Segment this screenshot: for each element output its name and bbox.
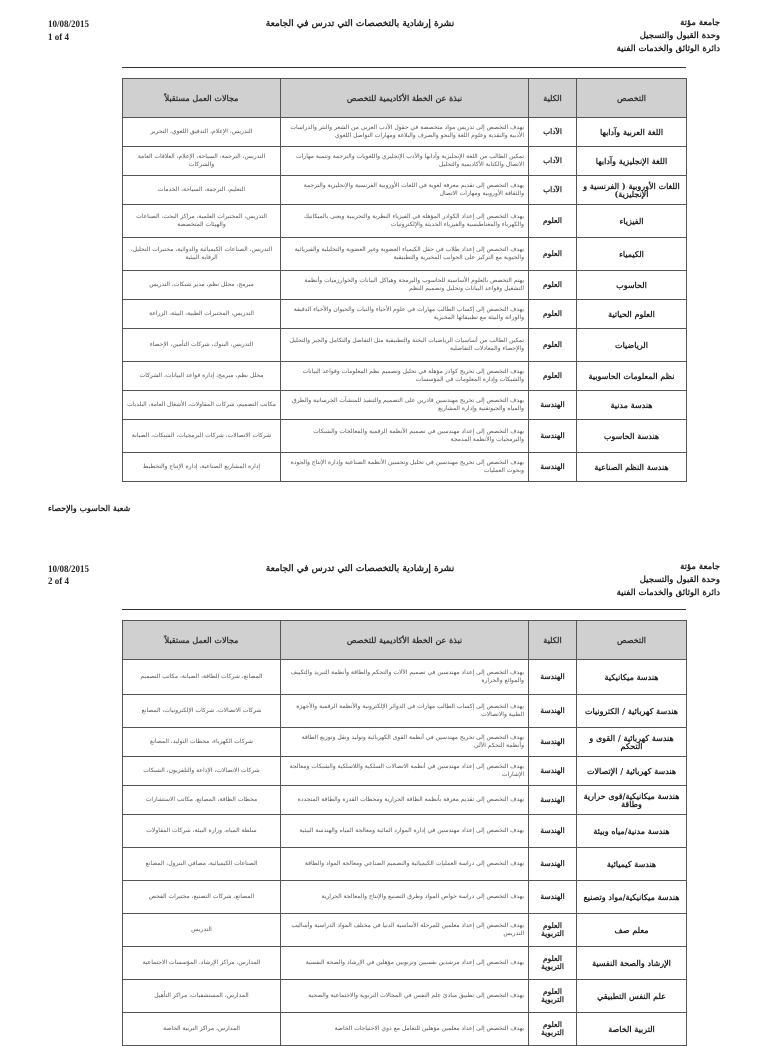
specialty-cell: اللغة الإنجليزية وآدابها bbox=[577, 147, 687, 176]
print-date: 10/08/2015 bbox=[48, 19, 90, 29]
work-fields-cell: سلطة المياه، وزارة البيئة، شركات المقاولات bbox=[123, 815, 281, 848]
specialties-table bbox=[122, 620, 687, 1046]
table-row bbox=[123, 238, 687, 271]
work-fields-cell: المصانع، شركات التصنيع، مختبرات الفحص bbox=[123, 881, 281, 914]
work-fields-cell: المدارس، مراكز الإرشاد، المؤسسات الاجتماعية bbox=[123, 947, 281, 980]
faculty-cell: الآداب bbox=[529, 147, 577, 176]
specialty-cell: الإرشاد والصحة النفسية bbox=[577, 947, 687, 980]
faculty-cell: الهندسة bbox=[529, 695, 577, 728]
brief-cell: يهتم التخصص بالعلوم الأساسية للحاسوب والبرمجة وهياكل البيانات والخوارزميات وأنظمة التشغيل وقواعد البيانات وتحليل وتصميم النظم bbox=[281, 271, 529, 300]
page-number: 1 of 4 bbox=[48, 32, 69, 42]
specialty-cell: هندسة ميكانيكية/مواد وتصنيع bbox=[577, 881, 687, 914]
specialty-cell: الحاسوب bbox=[577, 271, 687, 300]
specialty-cell: هندسة النظم الصناعية bbox=[577, 453, 687, 482]
specialty-cell: هندسة الحاسوب bbox=[577, 420, 687, 453]
work-fields-cell: التدريس bbox=[123, 914, 281, 947]
table-row bbox=[123, 947, 687, 980]
work-fields-cell: محطات الطاقة، المصانع، مكاتب الاستشارات bbox=[123, 786, 281, 815]
faculty-cell: العلوم bbox=[529, 362, 577, 391]
faculty-cell: الهندسة bbox=[529, 453, 577, 482]
specialty-cell: اللغات الأوروبية ( الفرنسية و الإنجليزية) bbox=[577, 176, 687, 205]
header-specialty: التخصص bbox=[577, 79, 687, 118]
faculty-cell: الهندسة bbox=[529, 848, 577, 881]
university-name: جامعة مؤتة bbox=[680, 562, 720, 572]
brief-cell: يهدف التخصص إلى تقديم معرفة بأنظمة الطاقة الحرارية ومحطات القدرة والطاقة المتجددة bbox=[281, 786, 529, 815]
document-title: نشرة إرشادية بالتخصصات التي تدرس في الجامعة bbox=[265, 564, 455, 574]
university-name: جامعة مؤتة bbox=[680, 18, 720, 28]
specialty-cell: هندسة كهربائية / القوى و التحكم bbox=[577, 728, 687, 757]
document-page-1 bbox=[0, 0, 768, 520]
work-fields-cell: التدريس، الإعلام، التدقيق اللغوي، التحرير bbox=[123, 118, 281, 147]
faculty-cell: الهندسة bbox=[529, 786, 577, 815]
brief-cell: يهدف التخصص إلى تخريج مهندسين في تحليل وتحسين الأنظمة الصناعية وإدارة الإنتاج والجودة وبحوث العمليات bbox=[281, 453, 529, 482]
table-row bbox=[123, 391, 687, 420]
brief-cell: يهدف التخصص إلى إعداد مرشدين نفسيين وتربويين مؤهلين في الإرشاد والصحة النفسية bbox=[281, 947, 529, 980]
work-fields-cell: شركات الاتصالات، الإذاعة والتلفزيون، الشبكات bbox=[123, 757, 281, 786]
faculty-cell: الآداب bbox=[529, 118, 577, 147]
specialties-table bbox=[122, 78, 687, 482]
document-page-2 bbox=[0, 555, 768, 1037]
table-row bbox=[123, 420, 687, 453]
table-row bbox=[123, 329, 687, 362]
specialty-cell: هندسة كهربائية / الكترونيات bbox=[577, 695, 687, 728]
brief-cell: يهدف التخصص إلى إعداد مهندسين في تصميم الآلات والتحكم والطاقة وأنظمة التبريد والتكييف والموائع والحرارة bbox=[281, 660, 529, 695]
table-row bbox=[123, 176, 687, 205]
header-work-fields: مجالات العمل مستقبلاً bbox=[123, 79, 281, 118]
work-fields-cell: المدارس، المستشفيات، مراكز التأهيل bbox=[123, 980, 281, 1013]
specialty-cell: العلوم الحياتية bbox=[577, 300, 687, 329]
specialty-cell: الفيزياء bbox=[577, 205, 687, 238]
specialty-cell: معلم صف bbox=[577, 914, 687, 947]
specialty-cell: هندسة ميكانيكية bbox=[577, 660, 687, 695]
work-fields-cell: التدريس، المختبرات العلمية، مراكز البحث، الصناعات والهيئات المتخصصة bbox=[123, 205, 281, 238]
table-row bbox=[123, 205, 687, 238]
brief-cell: يهدف التخصص إلى إكساب الطالب مهارات في الدوائر الإلكترونية والأنظمة الرقمية والأجهزة الطبية والاتصالات bbox=[281, 695, 529, 728]
header-divider bbox=[122, 609, 686, 610]
brief-cell: تمكين الطالب من أساسيات الرياضيات البحتة والتطبيقية مثل التفاضل والتكامل والجبر والتحليل والإحصاء والمعادلات التفاضلية bbox=[281, 329, 529, 362]
specialty-cell: هندسة مدنية/مياه وبيئة bbox=[577, 815, 687, 848]
table-row bbox=[123, 728, 687, 757]
footer-section-name: شعبة الحاسوب والإحصاء bbox=[48, 503, 131, 513]
print-date: 10/08/2015 bbox=[48, 564, 90, 574]
specialty-cell: هندسة ميكانيكية/قوى حرارية وطاقة bbox=[577, 786, 687, 815]
brief-cell: يهدف التخصص إلى تخريج كوادر مؤهلة في تحليل وتصميم نظم المعلومات وقواعد البيانات والشبكات وإدارة المعلومات في المؤسسات bbox=[281, 362, 529, 391]
faculty-cell: العلوم bbox=[529, 300, 577, 329]
table-row bbox=[123, 815, 687, 848]
faculty-cell: الهندسة bbox=[529, 728, 577, 757]
faculty-cell: العلوم bbox=[529, 205, 577, 238]
faculty-cell: الهندسة bbox=[529, 420, 577, 453]
faculty-cell: العلوم bbox=[529, 329, 577, 362]
brief-cell: يهدف التخصص إلى إعداد طلاب في حقل الكيمياء العضوية وغير العضوية والتحليلية والفيزيائية والحيوية مع التركيز على الجوانب المخبرية والتطبيقية bbox=[281, 238, 529, 271]
work-fields-cell: الصناعات الكيميائية، مصافي البترول، المصانع bbox=[123, 848, 281, 881]
work-fields-cell: التدريس، البنوك، شركات التأمين، الإحصاء bbox=[123, 329, 281, 362]
work-fields-cell: شركات الاتصالات، شركات الإلكترونيات، المصانع bbox=[123, 695, 281, 728]
table-row bbox=[123, 914, 687, 947]
admissions-unit: وحدة القبول والتسجيل bbox=[639, 575, 720, 585]
brief-cell: تمكين الطالب من اللغة الإنجليزية وآدابها والأدب الإنجليزي واللغويات والترجمة وتنمية مهارات الاتصال والكتابة الأكاديمية والتحليل bbox=[281, 147, 529, 176]
header-specialty: التخصص bbox=[577, 621, 687, 660]
brief-cell: يهدف التخصص إلى إعداد معلمين مؤهلين للتعامل مع ذوي الاحتياجات الخاصة bbox=[281, 1013, 529, 1046]
header-divider bbox=[122, 67, 686, 68]
table-header-row bbox=[123, 79, 687, 118]
admissions-unit: وحدة القبول والتسجيل bbox=[639, 31, 720, 41]
table-row bbox=[123, 881, 687, 914]
document-title: نشرة إرشادية بالتخصصات التي تدرس في الجامعة bbox=[265, 19, 455, 29]
table-row bbox=[123, 147, 687, 176]
brief-cell: يهدف التخصص إلى إكساب الطالب مهارات في علوم الأحياء والنبات والحيوان والأحياء الدقيقة والوراثة والبيئة مع تطبيقاتها المخبرية bbox=[281, 300, 529, 329]
table-row bbox=[123, 453, 687, 482]
faculty-cell: الهندسة bbox=[529, 391, 577, 420]
specialty-cell: اللغة العربية وآدابها bbox=[577, 118, 687, 147]
brief-cell: يهدف التخصص إلى دراسة خواص المواد وطرق التصنيع والإنتاج والمعالجة الحرارية bbox=[281, 881, 529, 914]
work-fields-cell: شركات الاتصالات، شركات البرمجيات، الشبكات، الصيانة bbox=[123, 420, 281, 453]
documents-department: دائرة الوثائق والخدمات الفنية bbox=[616, 588, 720, 598]
faculty-cell: العلوم التربوية bbox=[529, 980, 577, 1013]
faculty-cell: الهندسة bbox=[529, 660, 577, 695]
specialty-cell: هندسة كيميائية bbox=[577, 848, 687, 881]
table-header-row bbox=[123, 621, 687, 660]
work-fields-cell: إدارة المشاريع الصناعية، إدارة الإنتاج والتخطيط bbox=[123, 453, 281, 482]
table-row bbox=[123, 118, 687, 147]
faculty-cell: العلوم التربوية bbox=[529, 1013, 577, 1046]
documents-department: دائرة الوثائق والخدمات الفنية bbox=[616, 44, 720, 54]
work-fields-cell: التعليم، الترجمة، السياحة، الخدمات bbox=[123, 176, 281, 205]
table-row bbox=[123, 271, 687, 300]
table-row bbox=[123, 1013, 687, 1046]
brief-cell: يهدف التخصص إلى تقديم معرفة لغوية في اللغات الأوروبية الفرنسية والإنجليزية والترجمة والثقافة الأوروبية ومهارات الاتصال bbox=[281, 176, 529, 205]
header-brief: نبذة عن الخطة الأكاديمية للتخصص bbox=[281, 79, 529, 118]
specialty-cell: نظم المعلومات الحاسوبية bbox=[577, 362, 687, 391]
brief-cell: يهدف التخصص إلى إعداد مهندسين في أنظمة الاتصالات السلكية واللاسلكية والشبكات ومعالجة الإشارات bbox=[281, 757, 529, 786]
page-number: 2 of 4 bbox=[48, 576, 69, 586]
work-fields-cell: محلل نظم، مبرمج، إدارة قواعد البيانات، الشركات bbox=[123, 362, 281, 391]
brief-cell: يهدف التخصص إلى تدريس مواد متخصصة في حقول الأدب العربي من الشعر والنثر والدراسات الأدبية والنقدية وعلوم اللغة والنحو والصرف والبلاغة ومهارات التواصل اللغوي bbox=[281, 118, 529, 147]
table-row bbox=[123, 660, 687, 695]
faculty-cell: العلوم التربوية bbox=[529, 914, 577, 947]
header-work-fields: مجالات العمل مستقبلاً bbox=[123, 621, 281, 660]
table-row bbox=[123, 786, 687, 815]
organization-block bbox=[617, 561, 720, 600]
table-row bbox=[123, 980, 687, 1013]
faculty-cell: الهندسة bbox=[529, 757, 577, 786]
work-fields-cell: مبرمج، محلل نظم، مدير شبكات، التدريس bbox=[123, 271, 281, 300]
brief-cell: يهدف التخصص إلى تخريج مهندسين قادرين على التصميم والتنفيذ للمنشآت الخرسانية والطرق والمياه والجيوتقنية وإدارة المشاريع bbox=[281, 391, 529, 420]
organization-block bbox=[617, 17, 720, 56]
brief-cell: يهدف التخصص إلى تطبيق مبادئ علم النفس في المجالات التربوية والاجتماعية والصحية bbox=[281, 980, 529, 1013]
specialty-cell: الرياضيات bbox=[577, 329, 687, 362]
brief-cell: يهدف التخصص إلى دراسة العمليات الكيميائية والتصميم الصناعي ومعالجة المواد والطاقة bbox=[281, 848, 529, 881]
work-fields-cell: المصانع، شركات الطاقة، الصيانة، مكاتب التصميم bbox=[123, 660, 281, 695]
work-fields-cell: مكاتب التصميم، شركات المقاولات، الأشغال العامة، البلديات bbox=[123, 391, 281, 420]
faculty-cell: الهندسة bbox=[529, 815, 577, 848]
brief-cell: يهدف التخصص إلى إعداد معلمين للمرحلة الأساسية الدنيا في مختلف المواد الدراسية وأساليب التدريس bbox=[281, 914, 529, 947]
brief-cell: يهدف التخصص إلى إعداد مهندسين في إدارة الموارد المائية ومعالجة المياه والهندسة البيئية bbox=[281, 815, 529, 848]
table-row bbox=[123, 757, 687, 786]
work-fields-cell: المدارس، مراكز التربية الخاصة bbox=[123, 1013, 281, 1046]
brief-cell: يهدف التخصص إلى إعداد مهندسين في تصميم الأنظمة الرقمية والمعالجات والشبكات والبرمجيات والأنظمة المدمجة bbox=[281, 420, 529, 453]
work-fields-cell: التدريس، المختبرات الطبية، البيئة، الزراعة bbox=[123, 300, 281, 329]
faculty-cell: العلوم bbox=[529, 238, 577, 271]
faculty-cell: العلوم التربوية bbox=[529, 947, 577, 980]
specialty-cell: هندسة كهربائية / الإتصالات bbox=[577, 757, 687, 786]
table-row bbox=[123, 300, 687, 329]
brief-cell: يهدف التخصص إلى إعداد الكوادر المؤهلة في الفيزياء النظرية والتجريبية ويعنى بالميكانيك والكهرباء والمغناطيسية والفيزياء الحديثة والإلكترونيات bbox=[281, 205, 529, 238]
work-fields-cell: التدريس، الصناعات الكيميائية والدوائية، مختبرات التحليل، الرقابة البيئية bbox=[123, 238, 281, 271]
table-row bbox=[123, 695, 687, 728]
table-row bbox=[123, 848, 687, 881]
work-fields-cell: التدريس، الترجمة، السياحة، الإعلام، العلاقات العامة والشركات bbox=[123, 147, 281, 176]
specialty-cell: التربية الخاصة bbox=[577, 1013, 687, 1046]
faculty-cell: الآداب bbox=[529, 176, 577, 205]
header-faculty: الكلية bbox=[529, 79, 577, 118]
table-row bbox=[123, 362, 687, 391]
specialty-cell: الكيمياء bbox=[577, 238, 687, 271]
header-brief: نبذة عن الخطة الأكاديمية للتخصص bbox=[281, 621, 529, 660]
brief-cell: يهدف التخصص إلى تخريج مهندسين في أنظمة القوى الكهربائية وتوليد ونقل وتوزيع الطاقة وأنظمة التحكم الآلي bbox=[281, 728, 529, 757]
faculty-cell: العلوم bbox=[529, 271, 577, 300]
work-fields-cell: شركات الكهرباء، محطات التوليد، المصانع bbox=[123, 728, 281, 757]
faculty-cell: الهندسة bbox=[529, 881, 577, 914]
specialty-cell: علم النفس التطبيقي bbox=[577, 980, 687, 1013]
header-faculty: الكلية bbox=[529, 621, 577, 660]
specialty-cell: هندسة مدنية bbox=[577, 391, 687, 420]
